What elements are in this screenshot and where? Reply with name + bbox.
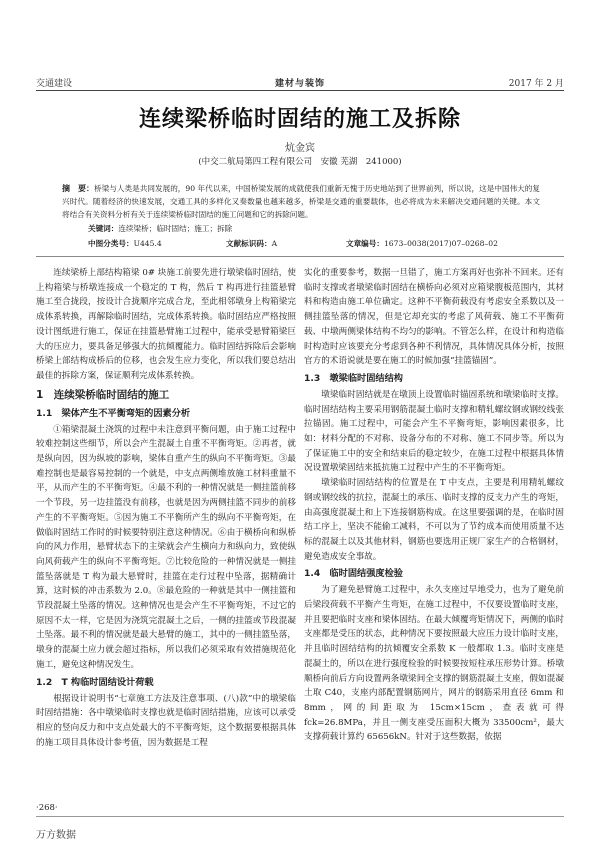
clc-code	[88, 238, 162, 249]
affiliation: (中交二航局第四工程有限公司 安徽 芜湖 241000)	[198, 157, 402, 167]
clc-label: 中图分类号：	[88, 239, 134, 248]
section-1-2-paragraph: 根据设计说明书“七章施工方法及注意事项、(八)款”中的墩梁临时固结措施：各中墩梁临时支撑也就是临时固结措施，应该可以承受相应的竖向反力和中支点处最大的不平衡弯矩，这个数据要根据具体的施工项目具体设计参考值，因为数据是工程	[36, 693, 296, 748]
keywords-text: 连续梁桥；临时固结；施工；拆除	[118, 224, 233, 233]
article-title: 连续梁桥临时固结的施工及拆除	[138, 107, 461, 132]
keywords-label: 关键词：	[88, 224, 119, 233]
footer-rule	[36, 816, 564, 817]
abstract-text: 桥梁与人类是共同发展的，90 年代以来，中国桥梁发展的成就使我们重新无愧于历史地站到了世界前列，所以说，这是中国伟大的复兴时代。随着经济的快速发展，交通工具的多样化又奏数量也越来越多，桥梁是交通的重要载体，也必将成为未来解决交通问题的关键。本文将结合有关资料分析有关于连续梁桥临时固结的施工问题和它的拆除问题。	[62, 184, 540, 219]
art-value: 1673–0038(2017)07–0268–02	[383, 239, 498, 248]
journal-name: 交通建设	[36, 79, 73, 89]
header-rule	[36, 90, 564, 91]
section-1-heading: 1 连续梁桥临时固结的施工	[36, 388, 170, 401]
doc-value: A	[271, 239, 278, 248]
intro-paragraph: 连续梁桥上部结构箱梁 0# 块施工前要先进行墩梁临时固结，使上构箱梁与桥墩连接成一个稳定的 T 构，然后 T 构再进行挂篮悬臂施工至合拢段，按设计合拢顺序完成合龙，至此相邻墩身上构箱梁完成体系转换，再解除临时固结，完成体系转换。临时固结应严格按照设计图纸进行施工，保证在挂篮悬臂施工过程中，能承受悬臂箱梁巨大的压应力，要具备足够强大的抗倾覆能力。临时固结拆除后会影响桥梁上部结构成桥后的位移，也会发生应力变化，所以我们要总结出最佳的拆除方案，保证顺利完成体系转换。	[36, 268, 296, 381]
section-1-1-heading: 1.1 梁体产生不平衡弯矩的因素分析	[36, 407, 191, 419]
doc-label: 文献标识码：	[226, 239, 272, 248]
article-number	[346, 238, 498, 249]
section-1-2-heading: 1.2 T 构临时固结设计荷载	[36, 676, 154, 688]
section-1-4-heading: 1.4 临时固结强度检验	[304, 568, 403, 580]
continued-paragraph: 实化的重要参考，数据一旦错了，施工方案再好也弥补不回来。还有临时支撑或者墩梁临时固结在横桥向必须对应箱梁腹板范围内，其材料和构造由施工单位确定。这种不平衡荷载没有考虑安全系数以及一侧挂篮坠落的情况，但是它却充实的考虑了风荷载、施工不平衡荷载、中墩两侧梁体结构不均匀的影响。不管怎么样，在设计和构造临时构造时应该要充分考虑到各种不利情况，具体情况具体分析，按照官方的术语说就是要在施工的时候加强“挂篮锚固”。	[304, 268, 564, 367]
section-1-3-heading: 1.3 墩梁临时固结结构	[304, 372, 403, 384]
body-rule	[36, 256, 564, 257]
issue-date: 2017 年 2 月	[508, 79, 564, 89]
section-1-3-paragraph-b: 墩梁临时固结结构的位置是在 T 中支点，主要是利用精轧螺纹钢或钢绞线的抗拉，混凝土的承压、临时支撑的反支力产生的弯矩，由高强度混凝土和上下连接钢筋构成。在这里要强调的是，在临时固结工序上，坚决不能偷工减料，不可以为了节约成本而使用质量不达标的混凝土以及其他材料，钢筋也要选用正规厂家生产的合格钢材，避免造成安全事故。	[304, 478, 564, 562]
doc-code	[226, 238, 277, 249]
section-1-3-paragraph-a: 墩梁临时固结就是在墩顶上设置临时锚固系统和墩梁临时支撑。临时固结结构主要采用钢筋混凝土临时支撑和精轧螺纹钢或钢绞线张拉锚固。施工过程中，可能会产生不平衡弯矩，影响因素很多，比如：材料分配的不对称、设备分布的不对称、施工不同步等。所以为了保证施工中的安全和结束后的稳定较少，在施工过程中根据具体情况设置墩梁固结来抵抗施工过程中产生的不平衡弯矩。	[304, 389, 564, 474]
section-1-4-paragraph: 为了避免悬臂施工过程中，永久支座过早地受力，也为了避免前后梁段荷载不平衡产生弯矩，在施工过程中，不仅要设置临时支座，并且要把临时支座和梁体固结。在最大倾覆弯矩情况下，两侧的临时支座都是受压的状态，此种情况下要按照最大应压力设计临时支座，并且临时固结结构的抗倾覆安全系数 K 一般都取 1.3。临时支座是混凝土的，所以在进行强度检验的时候要按短柱承压形势计算。桥墩顺桥向前后方向设置两条墩梁间全支撑的钢筋混凝土支座，假如混凝土取 C40，支座内部配置钢筋网片，网片的钢筋采用直径 6mm 和 8mm，网的间距取为 15cm×15cm，查表就可得 fck=26.8MPa，并且一侧支座受压面积大概为 33500cm²，最大支撑荷载计算约 65656kN。针对于这些数据，依据	[304, 585, 564, 743]
keywords	[88, 223, 540, 234]
left-column	[36, 266, 296, 750]
masthead-logo: 建材与装饰	[274, 79, 325, 89]
clc-value: U445.4	[133, 239, 162, 248]
art-label: 文章编号：	[346, 239, 384, 248]
page-number: ·268·	[36, 803, 58, 813]
author: 炕金宾	[285, 143, 315, 154]
abstract-label: 摘 要：	[62, 184, 95, 193]
section-1-1-paragraph: ①箱梁混凝土浇筑的过程中未注意到平衡问题，由于施工过程中较难控制这些细节，所以会产生混凝土自重不平衡弯矩。②再者，就是纵向因，因为纵坡的影响，梁体自重产生的纵向不平衡弯矩。③最难控制也是最容易控制的一个就是，中支点两侧堆放施工材料重量不平，从而产生的不平衡弯矩。④最不利的一种情况就是一侧挂篮前移一个节段，另一边挂篮没有前移，也就是因为两侧挂篮不同步的前移产生的不平衡弯矩。⑤因为施工不平衡所产生的纵向不平衡弯矩，在做临时固结工作时的时候要特别注意这种情况。⑥由于横桥向和纵桥向的风力作用，悬臂状态下的主梁就会产生横向力和纵向力，致使纵向风荷载产生的纵向不平衡弯矩。⑦比较危险的一种情况就是一侧挂篮坠落就是 T 构为最大悬臂时，挂篮在走行过程中坠落，据精确计算，这时候的冲击系数为 2.0。⑧最危险的一种就是其中一侧挂篮和节段混凝土坠落的情况。这种情况也是会产生不平衡弯矩，不过它的原因不太一样，它是因为浇筑完混凝土之后，一侧的挂篮或节段混凝土坠落。最不利的情况就是最大悬臂的施工，其中的一侧挂篮坠落，墩身的混凝土应力就会超过指标，所以我们必须采取有效措施规范化施工，避免这种情况发生。	[36, 424, 296, 670]
abstract	[62, 182, 540, 221]
footer-watermark: 万方数据	[36, 830, 76, 841]
right-column	[304, 266, 564, 745]
